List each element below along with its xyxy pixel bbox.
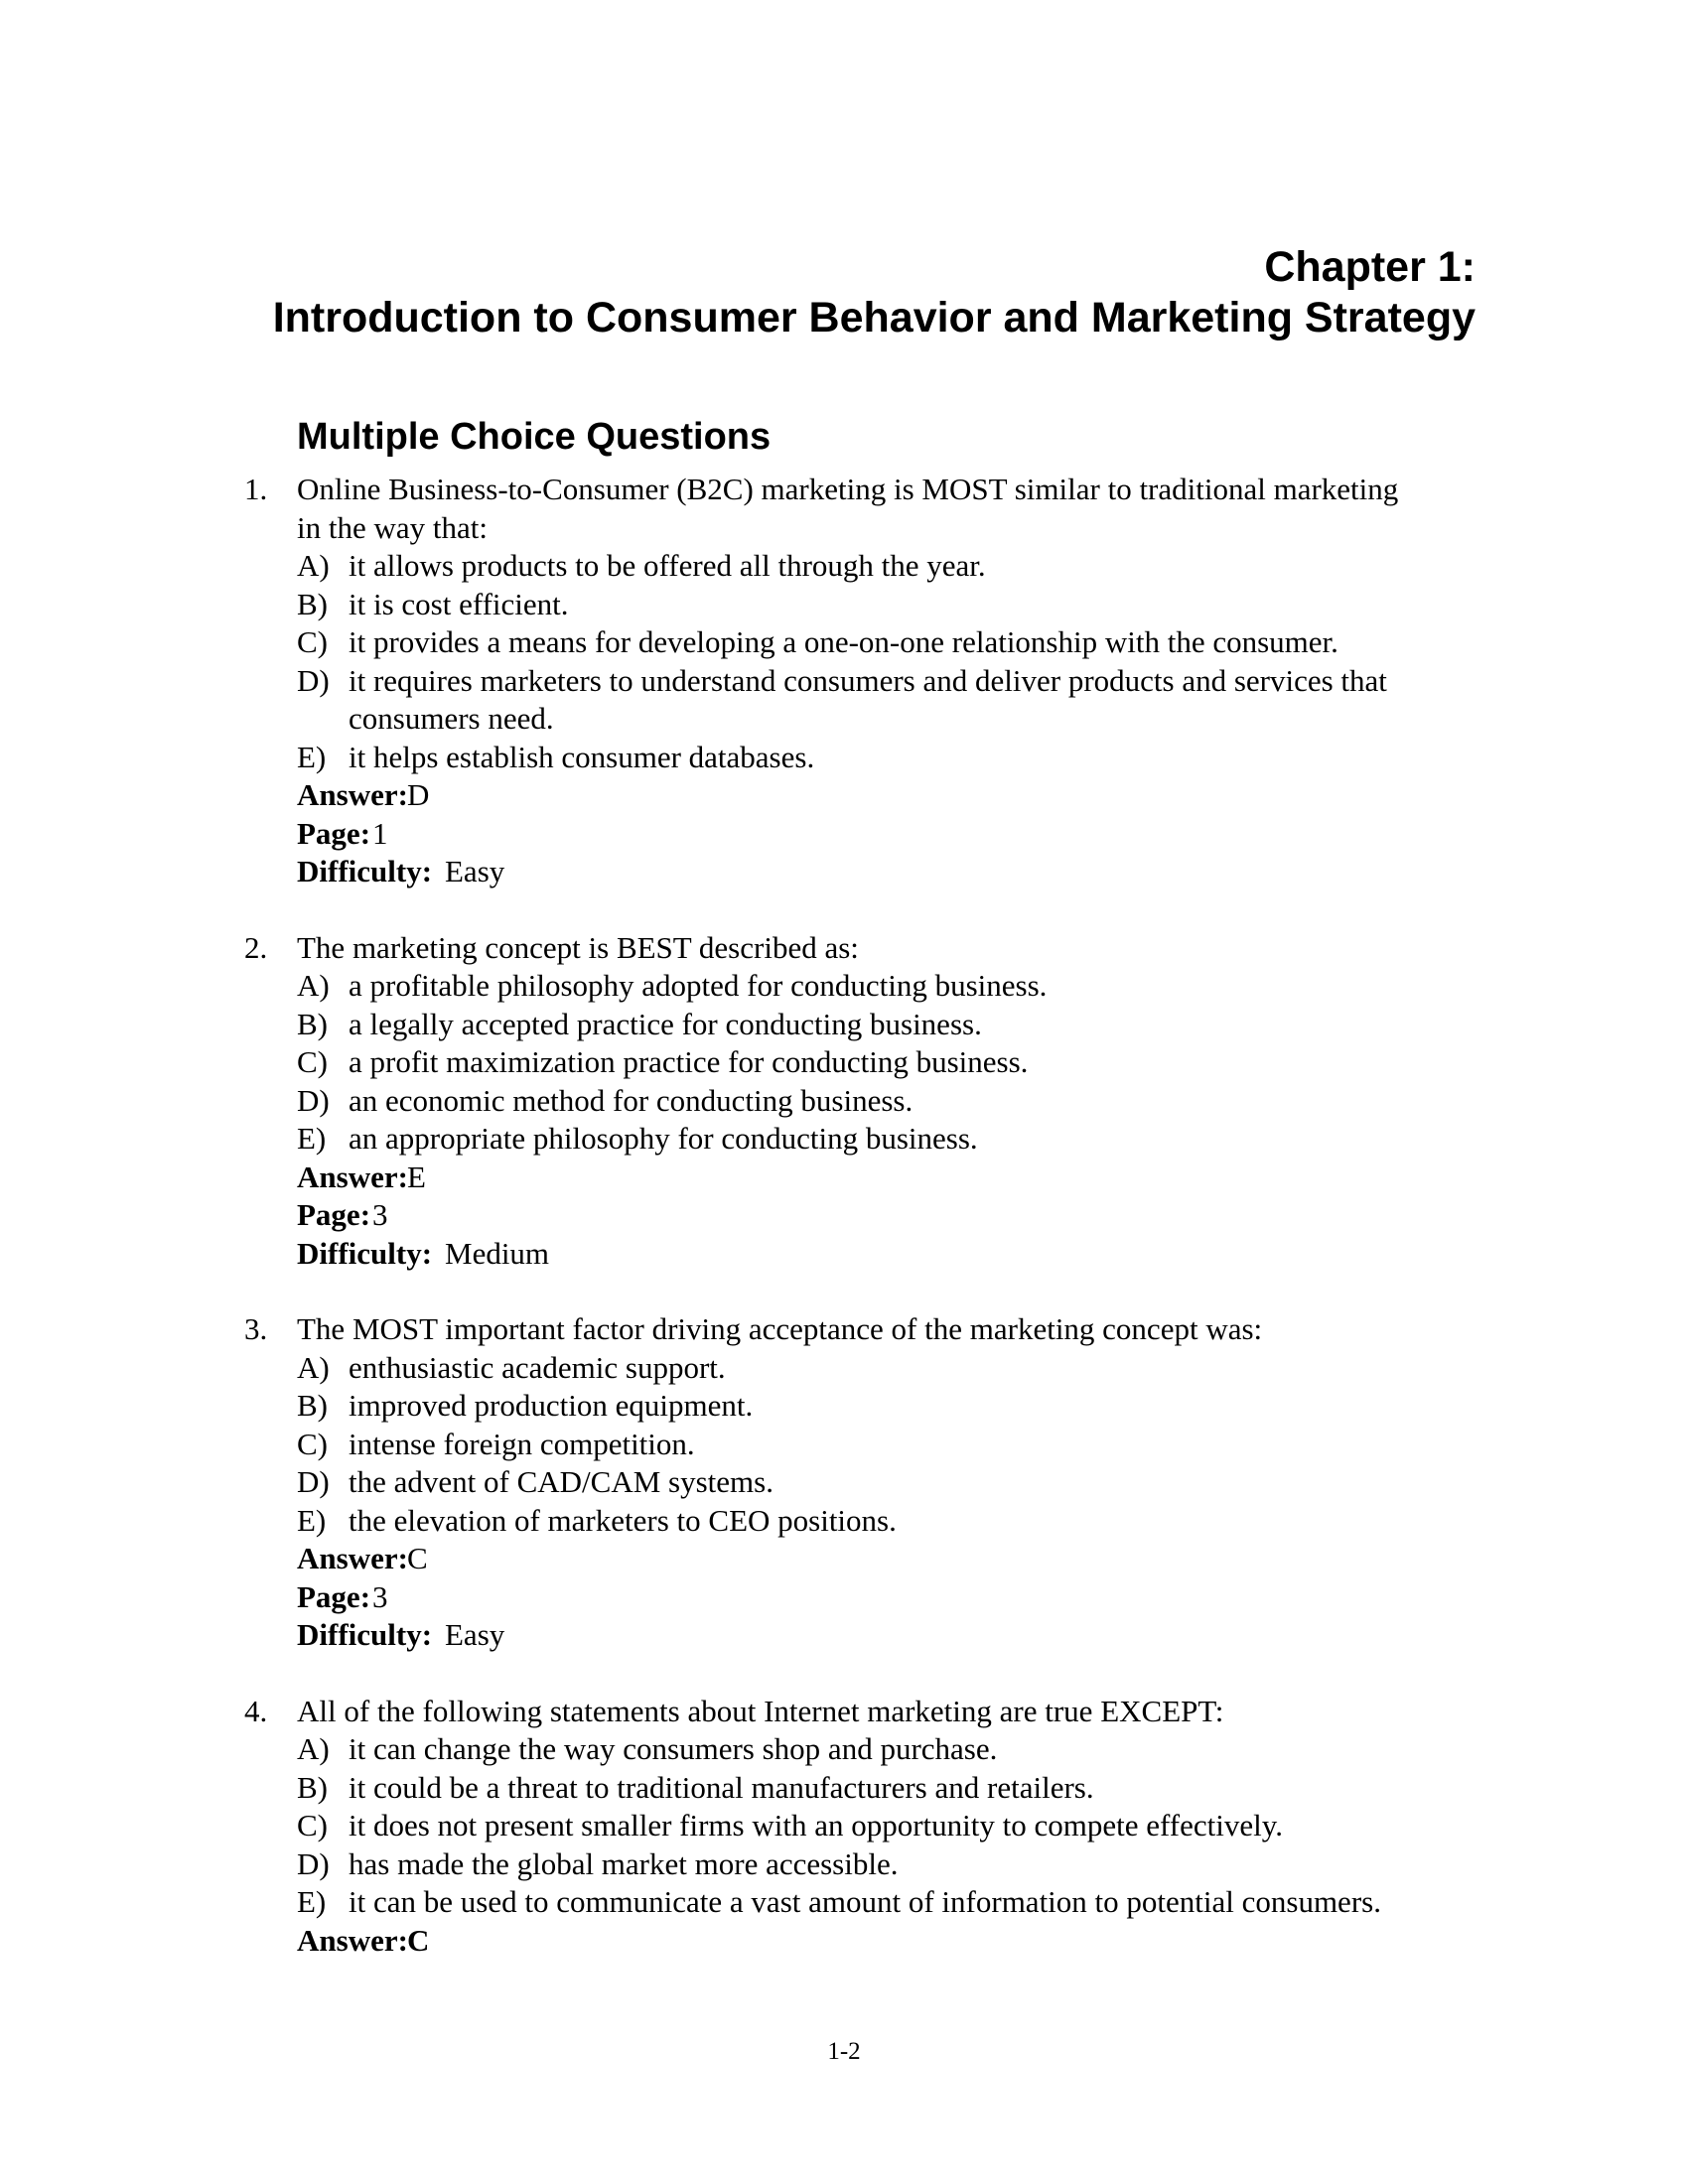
option-letter: E): [297, 739, 327, 774]
option-text: it can change the way consumers shop and purchase.: [349, 1731, 998, 1766]
option-letter: C): [297, 624, 328, 659]
answer-label: Answer:: [297, 1541, 408, 1575]
section-title: Multiple Choice Questions: [297, 416, 772, 458]
answer-option: [0, 1006, 1688, 1044]
answer-option: [0, 1463, 1688, 1502]
answer-label: Answer:: [297, 1159, 408, 1194]
option-letter: B): [297, 586, 328, 621]
answer-line: [0, 776, 1688, 815]
option-letter: A): [297, 1349, 330, 1385]
difficulty-label: Difficulty:: [297, 854, 433, 888]
answer-option: [0, 586, 1688, 624]
answer-value: C: [407, 1922, 430, 1958]
answer-option: [0, 1387, 1688, 1426]
option-text: an appropriate philosophy for conducting business.: [349, 1121, 978, 1156]
option-letter: E): [297, 1121, 327, 1156]
option-letter: C): [297, 1044, 328, 1079]
question-number: 1.: [244, 472, 268, 506]
answer-option: [0, 1349, 1688, 1388]
answer-option: [0, 967, 1688, 1006]
option-text: intense foreign competition.: [349, 1426, 695, 1461]
page-ref-value: 1: [372, 815, 388, 851]
page-ref-label: Page:: [297, 1197, 371, 1232]
answer-line: [0, 1922, 1688, 1961]
chapter-title: Introduction to Consumer Behavior and Marketing Strategy: [272, 294, 1476, 341]
option-text: has made the global market more accessible.: [349, 1845, 899, 1881]
answer-option: [0, 1502, 1688, 1541]
option-letter: A): [297, 1731, 330, 1766]
answer-option: [0, 662, 1688, 701]
difficulty-value: Easy: [445, 1617, 505, 1652]
question-text: in the way that:: [297, 509, 488, 545]
chapter-number: Chapter 1:: [1264, 243, 1476, 291]
option-letter: A): [297, 968, 330, 1003]
answer-option: [0, 547, 1688, 586]
option-letter: D): [297, 662, 330, 698]
difficulty-value: Medium: [445, 1235, 550, 1271]
question-list: [0, 471, 1688, 1997]
option-letter: D): [297, 1464, 330, 1499]
question-item: [0, 1310, 1688, 1655]
page-ref-value: 3: [372, 1578, 388, 1614]
option-text: the advent of CAD/CAM systems.: [349, 1464, 774, 1499]
answer-option: [0, 1043, 1688, 1082]
option-letter: D): [297, 1082, 330, 1118]
answer-line: [0, 1540, 1688, 1578]
answer-option: [0, 623, 1688, 662]
page-ref-label: Page:: [297, 1578, 371, 1614]
answer-line: [0, 1159, 1688, 1197]
answer-value: D: [407, 777, 430, 812]
answer-option: [0, 700, 1688, 739]
option-letter: D): [297, 1845, 330, 1881]
answer-option: [0, 1769, 1688, 1808]
option-text: the elevation of marketers to CEO positions.: [349, 1502, 897, 1538]
page-ref-line: [0, 1578, 1688, 1617]
question-text: Online Business-to-Consumer (B2C) marketing is MOST similar to traditional marketing: [297, 472, 1399, 506]
option-text: it helps establish consumer databases.: [349, 739, 815, 774]
question-item: [0, 471, 1688, 891]
answer-option: [0, 1120, 1688, 1159]
option-letter: B): [297, 1769, 328, 1805]
answer-option: [0, 1730, 1688, 1769]
page-number: 1-2: [827, 2038, 861, 2065]
difficulty-value: Easy: [445, 854, 505, 888]
question-stem-line: [0, 929, 1688, 968]
question-item: [0, 929, 1688, 1274]
page-ref-line: [0, 815, 1688, 854]
option-letter: E): [297, 1502, 327, 1538]
option-text: a legally accepted practice for conducting business.: [349, 1006, 982, 1041]
page-ref-line: [0, 1196, 1688, 1235]
question-stem-line: [0, 509, 1688, 548]
question-number: 3.: [244, 1311, 268, 1346]
option-text: a profitable philosophy adopted for conducting business.: [349, 968, 1048, 1003]
option-text: it can be used to communicate a vast amount of information to potential consumers.: [349, 1884, 1381, 1919]
option-text: an economic method for conducting business.: [349, 1082, 914, 1118]
option-letter: E): [297, 1884, 327, 1919]
option-text: it provides a means for developing a one-on-one relationship with the consumer.: [349, 624, 1338, 659]
question-stem-line: [0, 1310, 1688, 1349]
question-number: 2.: [244, 929, 268, 965]
answer-value: E: [407, 1159, 426, 1194]
option-text: it is cost efficient.: [349, 586, 569, 621]
option-letter: C): [297, 1426, 328, 1461]
answer-label: Answer:: [297, 1922, 408, 1958]
option-text: improved production equipment.: [349, 1388, 754, 1423]
question-number: 4.: [244, 1693, 268, 1728]
option-text: it could be a threat to traditional manufacturers and retailers.: [349, 1769, 1094, 1805]
option-letter: B): [297, 1388, 328, 1423]
question-text: All of the following statements about Internet marketing are true EXCEPT:: [297, 1693, 1224, 1728]
question-text: The MOST important factor driving acceptance of the marketing concept was:: [297, 1311, 1263, 1346]
option-letter: A): [297, 548, 330, 583]
chapter-heading: [199, 242, 1476, 343]
option-text: consumers need.: [349, 701, 554, 736]
answer-option: [0, 1807, 1688, 1845]
answer-label: Answer:: [297, 777, 408, 812]
answer-value: C: [407, 1541, 428, 1575]
difficulty-line: [0, 1616, 1688, 1655]
option-letter: B): [297, 1006, 328, 1041]
difficulty-line: [0, 853, 1688, 891]
option-text: it does not present smaller firms with an opportunity to compete effectively.: [349, 1808, 1283, 1843]
option-letter: C): [297, 1808, 328, 1843]
answer-option: [0, 1082, 1688, 1121]
answer-option: [0, 1845, 1688, 1884]
difficulty-line: [0, 1235, 1688, 1274]
page-ref-label: Page:: [297, 815, 371, 851]
option-text: it requires marketers to understand consumers and deliver products and services that: [349, 662, 1387, 698]
difficulty-label: Difficulty:: [297, 1235, 433, 1271]
option-text: enthusiastic academic support.: [349, 1349, 726, 1385]
question-item: [0, 1693, 1688, 1961]
question-text: The marketing concept is BEST described as:: [297, 929, 859, 965]
page-ref-value: 3: [372, 1197, 388, 1232]
difficulty-label: Difficulty:: [297, 1617, 433, 1652]
answer-option: [0, 1426, 1688, 1464]
answer-option: [0, 739, 1688, 777]
option-text: a profit maximization practice for conducting business.: [349, 1044, 1029, 1079]
question-stem-line: [0, 471, 1688, 509]
answer-option: [0, 1883, 1688, 1922]
option-text: it allows products to be offered all through the year.: [349, 548, 986, 583]
question-stem-line: [0, 1693, 1688, 1731]
